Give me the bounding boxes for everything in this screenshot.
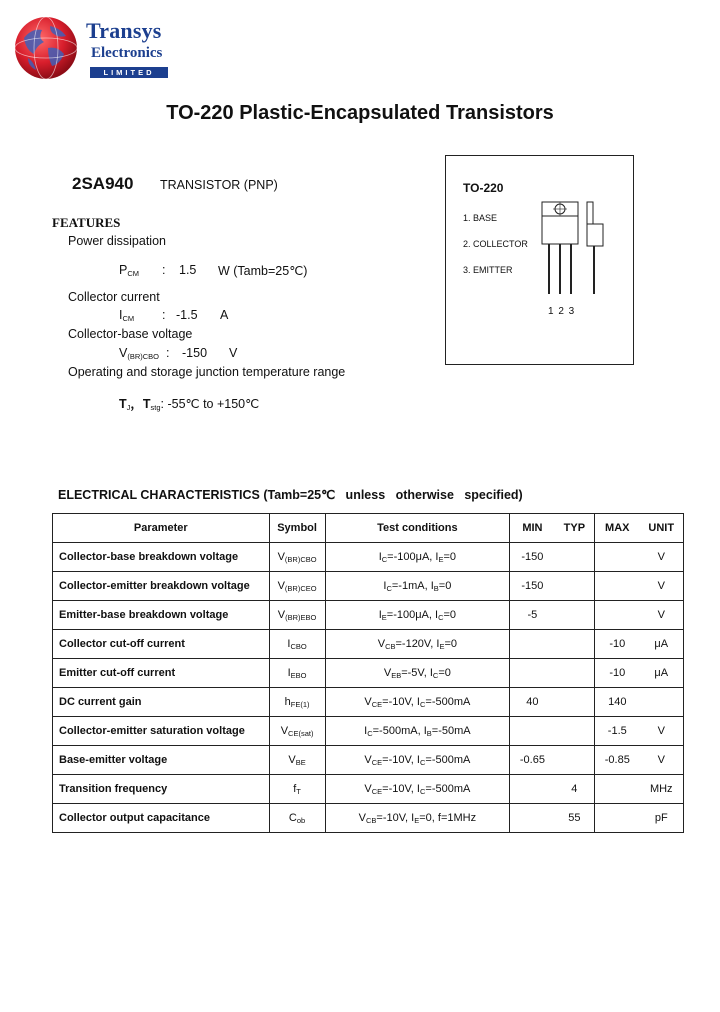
symbol-subscript: BE: [295, 757, 306, 767]
unit-cell: V: [640, 746, 684, 775]
max-cell: [595, 543, 640, 572]
part-description: TRANSISTOR (PNP): [160, 178, 278, 192]
condition-2-subscript: C: [438, 612, 444, 622]
condition-1-value: =-10V,: [382, 782, 417, 795]
electrical-characteristics-title: ELECTRICAL CHARACTERISTICS (Tamb=25℃ unless otherwise specified): [58, 488, 523, 502]
typ-cell: [555, 601, 595, 630]
symbol-cell: [269, 717, 325, 746]
table-header-cell: Symbol: [269, 514, 325, 543]
condition-2-value: =0, f=1MHz: [419, 811, 477, 824]
condition-1-subscript: C: [381, 554, 388, 564]
condition-1-subscript: C: [386, 583, 392, 593]
typ-cell: [555, 688, 595, 717]
typ-cell: 55: [555, 804, 595, 833]
package-title: TO-220: [463, 181, 504, 195]
table-header-row: [53, 514, 684, 543]
tj-symbol: T: [119, 397, 127, 411]
symbol-letter: V: [277, 550, 285, 563]
typ-cell: [555, 543, 595, 572]
parameter-cell: DC current gain: [53, 688, 270, 717]
test-conditions-cell: [325, 746, 510, 775]
symbol-cell: [269, 630, 325, 659]
symbol-subscript: (BR)CBO: [284, 554, 317, 564]
tj-sub: J: [126, 403, 131, 412]
condition-1-letter: V: [377, 637, 386, 650]
pin-3-label: 3. EMITTER: [463, 265, 513, 275]
condition-1-value: =-1mA,: [391, 579, 431, 592]
condition-1-value: =-120V,: [395, 637, 437, 650]
typ-cell: [555, 717, 595, 746]
condition-1-letter: I: [378, 550, 382, 563]
to220-package-drawing-icon: [536, 196, 608, 296]
unit-cell: V: [640, 601, 684, 630]
max-cell: -10: [595, 659, 640, 688]
symbol-subscript: FE(1): [290, 699, 310, 709]
page-title: TO-220 Plastic-Encapsulated Transistors: [166, 102, 554, 124]
typ-cell: [555, 746, 595, 775]
max-cell: 140: [595, 688, 640, 717]
symbol-subscript: T: [296, 786, 301, 796]
condition-2-subscript: C: [419, 699, 426, 709]
symbol-letter: C: [288, 811, 297, 824]
parameter-cell: Collector-base breakdown voltage: [53, 543, 270, 572]
brand-limited-badge: LIMITED: [90, 67, 168, 78]
table-header-cell: MIN: [510, 514, 555, 543]
pcm-sep: :: [162, 263, 166, 277]
condition-1-letter: I: [378, 608, 382, 621]
symbol-cell: [269, 572, 325, 601]
parameter-cell: Collector-emitter breakdown voltage: [53, 572, 270, 601]
symbol-subscript: CE(sat): [288, 728, 314, 738]
condition-2-letter: I: [416, 753, 420, 766]
pcm-symbol: P: [119, 263, 128, 277]
symbol-cell: [269, 746, 325, 775]
typ-cell: [555, 659, 595, 688]
vcbo-sub: (BR)CBO: [127, 352, 160, 361]
unit-cell: V: [640, 572, 684, 601]
unit-cell: μA: [640, 659, 684, 688]
condition-1-value: =-500mA,: [372, 724, 424, 737]
typ-cell: 4: [555, 775, 595, 804]
min-cell: 40: [510, 688, 555, 717]
table-row: [53, 543, 684, 572]
condition-1-letter: V: [364, 782, 372, 795]
symbol-subscript: ob: [296, 815, 306, 825]
parameter-cell: Collector cut-off current: [53, 630, 270, 659]
condition-2-subscript: C: [419, 786, 426, 796]
symbol-cell: [269, 804, 325, 833]
condition-1-subscript: CB: [365, 815, 377, 825]
max-cell: [595, 804, 640, 833]
table-header-cell: UNIT: [640, 514, 684, 543]
symbol-letter: I: [287, 666, 291, 679]
table-row: [53, 775, 684, 804]
table-row: [53, 630, 684, 659]
min-cell: [510, 717, 555, 746]
condition-2-value: =0: [444, 637, 457, 650]
pin-2-label: 2. COLLECTOR: [463, 239, 528, 249]
table-header-cell: MAX: [595, 514, 640, 543]
symbol-subscript: CBO: [290, 641, 307, 651]
max-cell: [595, 572, 640, 601]
symbol-subscript: (BR)CEO: [284, 583, 317, 593]
typ-cell: [555, 630, 595, 659]
condition-2-letter: I: [411, 811, 415, 824]
icm-value: -1.5: [176, 308, 198, 322]
symbol-letter: f: [293, 782, 297, 795]
table-header-cell: Test conditions: [325, 514, 510, 543]
unit-cell: V: [640, 717, 684, 746]
condition-1-letter: V: [364, 695, 372, 708]
condition-2-value: =-500mA: [425, 695, 471, 708]
vcbo-symbol: V: [119, 346, 128, 360]
temperature-range-label: Operating and storage junction temperature range: [68, 365, 346, 379]
unit-cell: [640, 688, 684, 717]
pcm-value: 1.5: [179, 263, 197, 277]
pcm-sub: CM: [127, 269, 140, 278]
max-cell: [595, 775, 640, 804]
symbol-letter: V: [277, 608, 286, 621]
symbol-cell: [269, 543, 325, 572]
condition-2-value: =0: [443, 550, 457, 563]
brand-name: Transys: [86, 18, 162, 43]
collector-base-voltage-label: Collector-base voltage: [68, 327, 193, 341]
unit-cell: μA: [640, 630, 684, 659]
condition-2-letter: I: [429, 666, 433, 679]
pin-1-label: 1. BASE: [463, 213, 498, 223]
min-cell: -5: [510, 601, 555, 630]
symbol-letter: I: [287, 637, 291, 650]
condition-2-value: =0: [438, 666, 451, 679]
condition-2-subscript: C: [432, 670, 439, 680]
condition-2-letter: I: [416, 695, 420, 708]
condition-1-value: =-100μA,: [386, 608, 435, 621]
symbol-cell: [269, 688, 325, 717]
condition-2-letter: I: [416, 782, 420, 795]
min-cell: [510, 659, 555, 688]
symbol-subscript: EBO: [290, 670, 307, 680]
vcbo-sep: :: [166, 346, 170, 360]
symbol-cell: [269, 601, 325, 630]
condition-2-subscript: E: [438, 554, 444, 564]
condition-1-letter: I: [383, 579, 387, 592]
table-row: [53, 717, 684, 746]
condition-1-subscript: E: [381, 612, 387, 622]
temperature-range-spec: [119, 394, 259, 412]
electrical-characteristics-table: [52, 513, 684, 833]
tstg-symbol: ，T: [130, 397, 151, 411]
condition-2-subscript: B: [433, 583, 439, 593]
pcm-spec: [119, 263, 139, 278]
condition-2-letter: I: [430, 579, 434, 592]
power-dissipation-label: Power dissipation: [68, 234, 166, 248]
condition-1-letter: V: [364, 753, 372, 766]
table-row: [53, 572, 684, 601]
icm-unit: A: [220, 308, 229, 322]
vcbo-value: -150: [182, 346, 208, 360]
table-row: [53, 688, 684, 717]
min-cell: [510, 804, 555, 833]
test-conditions-cell: [325, 717, 510, 746]
symbol-letter: V: [280, 724, 289, 737]
condition-2-subscript: C: [419, 757, 426, 767]
pcm-unit: W (Tamb=25℃): [218, 264, 308, 278]
symbol-subscript: (BR)EBO: [285, 612, 317, 622]
typ-cell: [555, 572, 595, 601]
condition-2-letter: I: [435, 550, 439, 563]
test-conditions-cell: [325, 572, 510, 601]
part-number: 2SA940: [72, 174, 134, 193]
max-cell: -0.85: [595, 746, 640, 775]
condition-1-subscript: C: [367, 728, 373, 738]
condition-2-letter: I: [436, 637, 440, 650]
condition-2-subscript: E: [414, 815, 420, 825]
max-cell: [595, 601, 640, 630]
condition-2-value: =0: [443, 608, 457, 621]
table-row: [53, 659, 684, 688]
condition-2-letter: I: [435, 608, 439, 621]
collector-current-label: Collector current: [68, 290, 160, 304]
symbol-cell: [269, 659, 325, 688]
condition-1-subscript: CB: [385, 641, 396, 651]
icm-symbol: I: [119, 308, 123, 322]
pin-numbers: 1 2 3: [548, 306, 576, 317]
parameter-cell: Collector output capacitance: [53, 804, 270, 833]
condition-1-subscript: CE: [371, 757, 383, 767]
condition-1-value: =-10V,: [382, 753, 417, 766]
condition-2-value: =-500mA: [425, 782, 471, 795]
parameter-cell: Collector-emitter saturation voltage: [53, 717, 270, 746]
parameter-cell: Emitter-base breakdown voltage: [53, 601, 270, 630]
test-conditions-cell: [325, 775, 510, 804]
symbol-letter: h: [284, 695, 291, 708]
max-cell: -1.5: [595, 717, 640, 746]
min-cell: -0.65: [510, 746, 555, 775]
condition-1-letter: V: [358, 811, 366, 824]
condition-1-value: =-10V,: [376, 811, 412, 824]
test-conditions-cell: [325, 543, 510, 572]
unit-cell: V: [640, 543, 684, 572]
min-cell: [510, 630, 555, 659]
condition-1-value: =-100μA,: [387, 550, 436, 563]
condition-1-value: =-10V,: [382, 695, 417, 708]
condition-1-subscript: CE: [371, 699, 383, 709]
unit-cell: pF: [640, 804, 684, 833]
vcbo-spec: [119, 346, 159, 361]
table-row: [53, 746, 684, 775]
test-conditions-cell: [325, 804, 510, 833]
parameter-cell: Base-emitter voltage: [53, 746, 270, 775]
icm-spec: [119, 308, 134, 323]
table-row: [53, 804, 684, 833]
features-heading: FEATURES: [52, 215, 121, 230]
condition-1-letter: I: [364, 724, 368, 737]
test-conditions-cell: [325, 659, 510, 688]
test-conditions-cell: [325, 601, 510, 630]
condition-2-subscript: E: [439, 641, 445, 651]
condition-1-subscript: CE: [371, 786, 383, 796]
symbol-letter: V: [288, 753, 296, 766]
globe-logo-icon: [14, 16, 78, 80]
table-row: [53, 601, 684, 630]
brand-subtitle: Electronics: [91, 45, 163, 61]
symbol-letter: V: [277, 579, 285, 592]
vcbo-unit: V: [229, 346, 238, 360]
condition-2-value: =-50mA: [431, 724, 471, 737]
min-cell: -150: [510, 572, 555, 601]
parameter-cell: Transition frequency: [53, 775, 270, 804]
max-cell: -10: [595, 630, 640, 659]
table-header-cell: Parameter: [53, 514, 270, 543]
condition-1-value: =-5V,: [401, 666, 430, 679]
test-conditions-cell: [325, 688, 510, 717]
table-header-cell: TYP: [555, 514, 595, 543]
condition-2-letter: I: [423, 724, 427, 737]
min-cell: -150: [510, 543, 555, 572]
icm-sub: CM: [122, 314, 135, 323]
temperature-range-value: : -55℃ to +150℃: [160, 397, 260, 411]
symbol-cell: [269, 775, 325, 804]
condition-1-subscript: EB: [391, 670, 402, 680]
unit-cell: MHz: [640, 775, 684, 804]
tstg-sub: stg: [150, 403, 161, 412]
condition-2-value: =0: [438, 579, 452, 592]
icm-sep: :: [162, 308, 166, 322]
condition-2-value: =-500mA: [425, 753, 471, 766]
test-conditions-cell: [325, 630, 510, 659]
condition-1-letter: V: [383, 666, 392, 679]
parameter-cell: Emitter cut-off current: [53, 659, 270, 688]
min-cell: [510, 775, 555, 804]
condition-2-subscript: B: [426, 728, 432, 738]
